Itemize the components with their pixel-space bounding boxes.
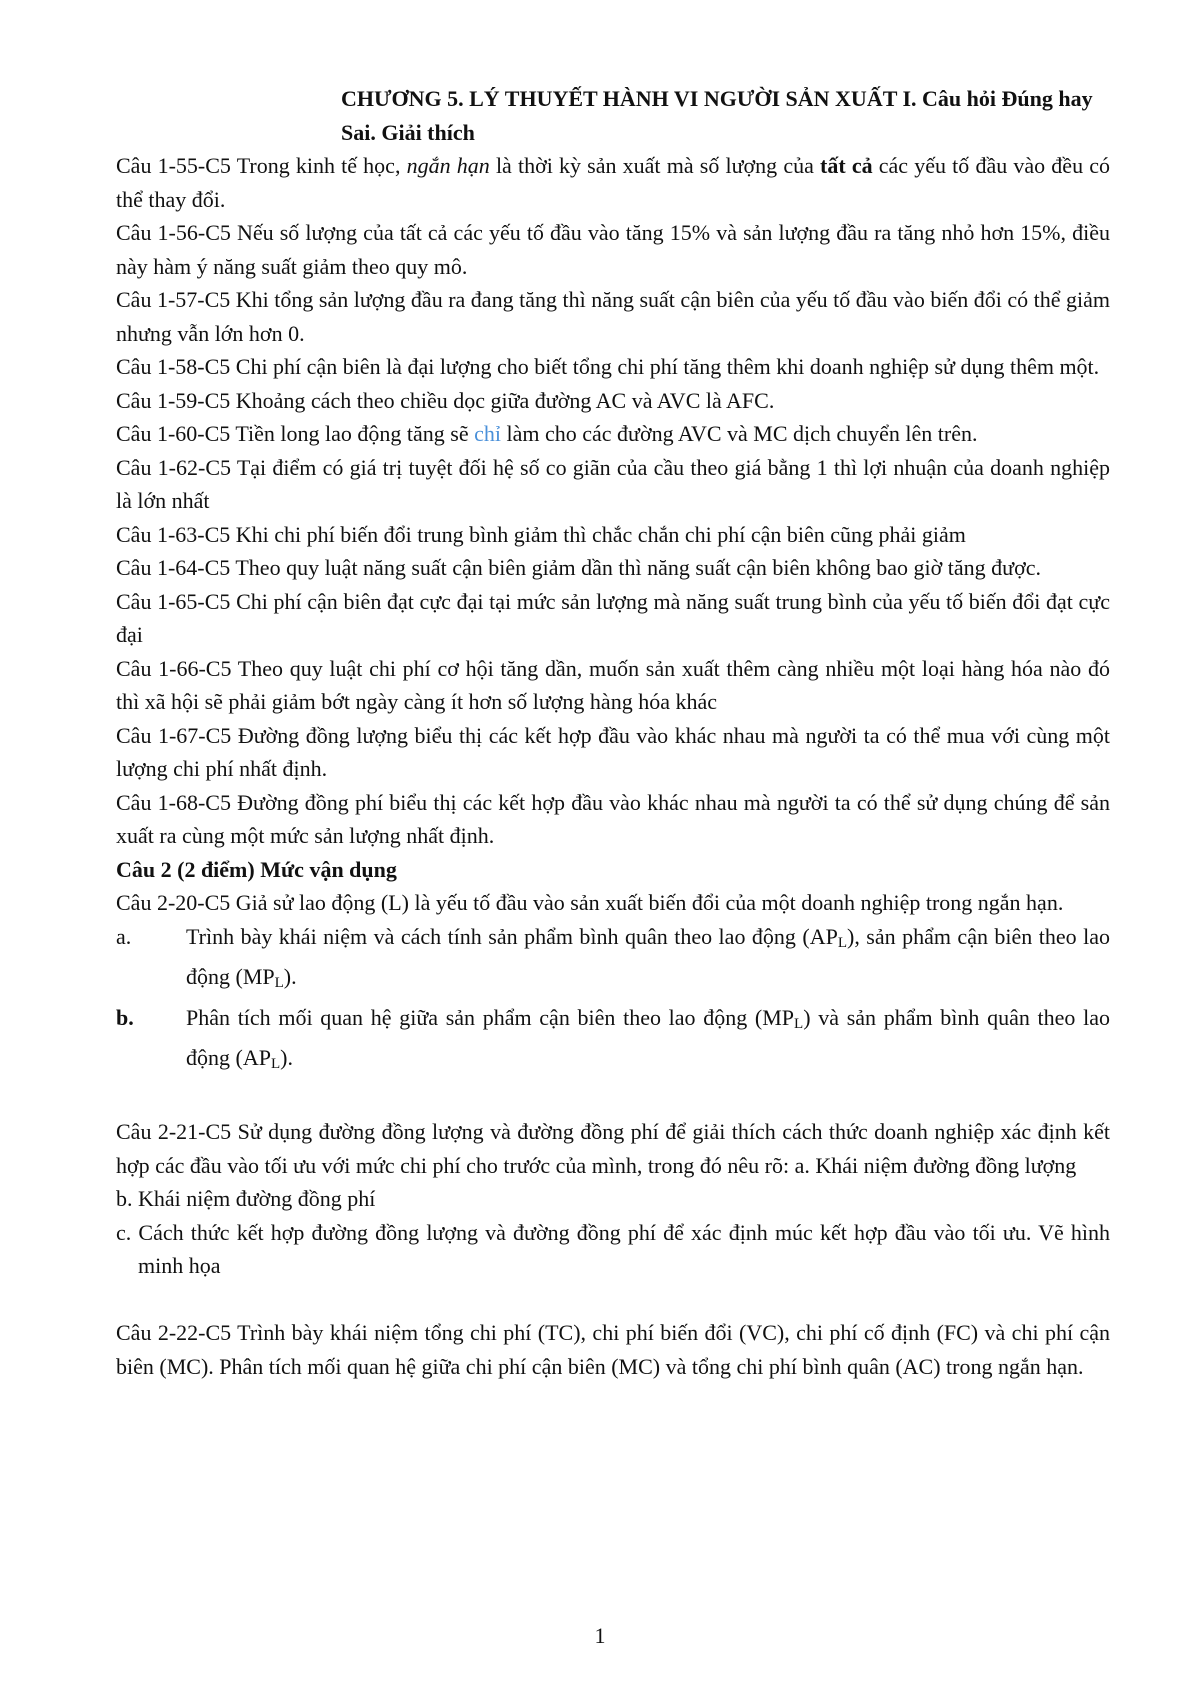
blank-line (116, 1283, 1110, 1317)
q160-pre: Câu 1-60-C5 Tiền long lao động tăng sẽ (116, 421, 475, 446)
question-1-55 (116, 149, 1110, 216)
q160-highlight: chỉ (474, 421, 501, 446)
item-b-text (186, 1001, 1110, 1082)
question-1-60 (116, 417, 1110, 451)
item-a-marker: a. (116, 923, 132, 949)
item-a-text-3: ). (283, 964, 297, 989)
question-1-65: Câu 1-65-C5 Chi phí cận biên đạt cực đại tại mức sản lượng mà năng suất trung bình của yếu tố biến đổi đạt cực đại (116, 588, 1110, 647)
question-1-58: Câu 1-58-C5 Chi phí cận biên là đại lượng cho biết tổng chi phí tăng thêm khi doanh nghiệp sử dụng thêm một. (116, 354, 1100, 379)
question-2-21-intro: Câu 2-21-C5 Sử dụng đường đồng lượng và đường đồng phí để giải thích cách thức doanh nghiệp xác định kết hợp các đầu vào tối ưu với mức chi phí cho trước của mình, trong đó nêu rõ: a. Khái niệm đường đồng lượng (116, 1119, 1110, 1178)
q155-mid: là thời kỳ sản xuất mà số lượng của (489, 153, 821, 178)
q155-pre: Câu 1-55-C5 Trong kinh tế học, (116, 153, 407, 178)
q155-bold: tất cả (820, 153, 873, 178)
item-a-text (186, 920, 1110, 1001)
item-a-text-2: ), sản phẩm cận biên theo lao động (MP (186, 923, 1110, 989)
question-2-22: Câu 2-22-C5 Trình bày khái niệm tổng chi phí (TC), chi phí biến đổi (VC), chi phí cố định (FC) và chi phí cận biên (MC). Phân tích mối quan hệ giữa chi phí cận biên (MC) và tổng chi phí bình quân (AC) trong ngắn hạn. (116, 1320, 1110, 1379)
q155-post: các yếu tố đầu vào đều có thể thay đổi. (116, 153, 1110, 212)
item-b-text-2: ) và sản phẩm bình quân theo lao động (AP (186, 1004, 1110, 1070)
item-b-sub-2: L (270, 1056, 281, 1072)
question-1-66: Câu 1-66-C5 Theo quy luật chi phí cơ hội tăng dần, muốn sản xuất thêm càng nhiều một loại hàng hóa nào đó thì xã hội sẽ phải giảm bớt ngày càng ít hơn số lượng hàng hóa khác (116, 655, 1110, 714)
document-page (116, 82, 1110, 1383)
question-2-20-intro: Câu 2-20-C5 Giả sử lao động (L) là yếu tố đầu vào sản xuất biến đổi của một doanh nghiệp trong ngắn hạn. (116, 890, 1064, 915)
chapter-title: CHƯƠNG 5. LÝ THUYẾT HÀNH VI NGƯỜI SẢN XUẤT I. Câu hỏi Đúng hay Sai. Giải thích (341, 86, 1093, 145)
question-2-20-item-a (116, 920, 1110, 1001)
question-2-21-item-c: c. Cách thức kết hợp đường đồng lượng và đường đồng phí để xác định múc kết hợp đầu vào tối ưu. Vẽ hình minh họa (116, 1219, 1110, 1278)
question-2-20-item-b (116, 1001, 1110, 1082)
item-b-text-3: ). (280, 1045, 293, 1070)
item-a-sub-1: L (837, 934, 847, 951)
page-number: 1 (594, 1623, 606, 1648)
section-2-heading: Câu 2 (2 điểm) Mức vận dụng (116, 856, 397, 882)
item-b-sub-1: L (794, 1015, 804, 1032)
question-1-64: Câu 1-64-C5 Theo quy luật năng suất cận biên giảm dần thì năng suất cận biên không bao giờ tăng được. (116, 555, 1041, 580)
question-2-21-item-b: b. Khái niệm đường đồng phí (116, 1186, 376, 1211)
item-b-text-1: Phân tích mối quan hệ giữa sản phẩm cận biên theo lao động (MP (186, 1004, 795, 1030)
question-1-57: Câu 1-57-C5 Khi tổng sản lượng đầu ra đang tăng thì năng suất cận biên của yếu tố đầu vào biến đổi có thể giảm nhưng vẫn lớn hơn 0. (116, 287, 1110, 346)
question-1-63: Câu 1-63-C5 Khi chi phí biến đổi trung bình giảm thì chắc chắn chi phí cận biên cũng phải giảm (116, 521, 966, 547)
item-a-text-1: Trình bày khái niệm và cách tính sản phẩm bình quân theo lao động (AP (186, 923, 838, 949)
item-b-marker: b. (116, 1004, 134, 1030)
q160-post: làm cho các đường AVC và MC dịch chuyển lên trên. (501, 421, 978, 446)
q155-italic: ngắn hạn (406, 153, 490, 178)
item-a-sub-2: L (274, 975, 284, 991)
question-1-67: Câu 1-67-C5 Đường đồng lượng biểu thị các kết hợp đầu vào khác nhau mà người ta có thể mua với cùng một lượng chi phí nhất định. (116, 722, 1110, 781)
question-1-68: Câu 1-68-C5 Đường đồng phí biểu thị các kết hợp đầu vào khác nhau mà người ta có thể sử dụng chúng để sản xuất ra cùng một mức sản lượng nhất định. (116, 789, 1110, 848)
question-1-59: Câu 1-59-C5 Khoảng cách theo chiều dọc giữa đường AC và AVC là AFC. (116, 387, 775, 413)
question-1-62: Câu 1-62-C5 Tại điểm có giá trị tuyệt đối hệ số co giãn của cầu theo giá bằng 1 thì lợi nhuận của doanh nghiệp là lớn nhất (116, 454, 1110, 513)
blank-line (116, 1082, 1110, 1116)
question-1-56: Câu 1-56-C5 Nếu số lượng của tất cả các yếu tố đầu vào tăng 15% và sản lượng đầu ra tăng nhỏ hơn 15%, điều này hàm ý năng suất giảm theo quy mô. (116, 220, 1110, 279)
